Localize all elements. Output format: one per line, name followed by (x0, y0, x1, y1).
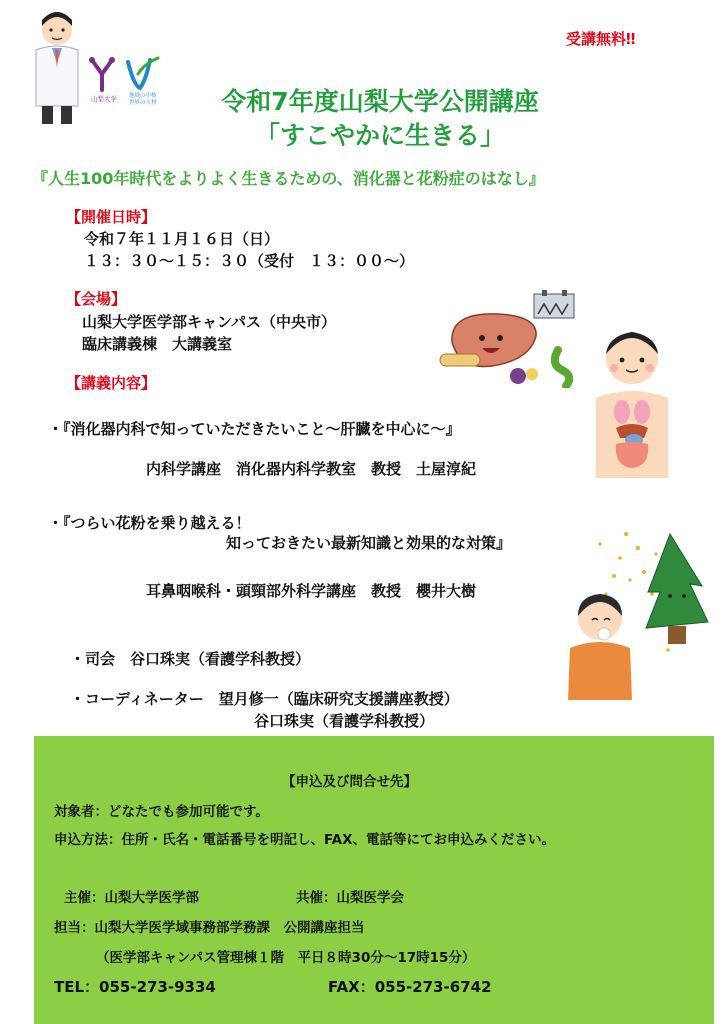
lecture-1-speaker: 内科学講座 消化器内科学教室 教授 土屋淳紀 (146, 460, 477, 478)
building-line: （医学部キャンパス管理棟１階 平日８時30分～17時15分） (96, 950, 476, 966)
date-line-1: 令和７年１１月１６日（日） (84, 230, 280, 248)
title-line-1: 令和7年度山梨大学公開講座 (221, 87, 539, 116)
coordinator-line-2: 谷口珠実（看護学科教授） (254, 712, 435, 730)
lecture-2-title-b: 知っておきたい最新知識と効果的な対策』 (226, 534, 512, 552)
method-line: 申込方法：住所・氏名・電話番号を明記し、FAX、電話等にてお申込みください。 (54, 832, 556, 848)
tel-line: TEL：055-273-9334 (54, 978, 216, 996)
free-admission-label: 受講無料‼ (566, 30, 636, 48)
date-header: 【開催日時】 (66, 208, 157, 226)
date-line-2: １３：３０～１５：３０（受付 １３：００～） (84, 252, 415, 270)
coordinator-line-1: ・コーディネーター 望月修一（臨床研究支援講座教授） (70, 690, 459, 708)
logo-tagline-1: 地域の中核 (129, 93, 157, 99)
contact-panel (34, 736, 714, 1024)
fax-line: FAX：055-273-6742 (328, 978, 492, 996)
mc-line: ・司会 谷口珠実（看護学科教授） (70, 650, 311, 668)
venue-header: 【会場】 (66, 290, 127, 308)
lecture-1-title: ・『消化器内科で知っていただきたいこと～肝臓を中心に～』 (48, 420, 461, 438)
pollen-allergy-illustration (560, 524, 710, 700)
person-line: 担当：山梨大学医学域事務部学務課 公開講座担当 (54, 920, 365, 936)
liver-digestion-illustration (438, 290, 584, 388)
lecture-2-speaker: 耳鼻咽喉科・頭頸部外科学講座 教授 櫻井大樹 (146, 582, 477, 600)
host-line: 主催：山梨大学医学部 (64, 890, 199, 906)
venue-line-1: 山梨大学医学部キャンパス（中央市） (82, 313, 336, 331)
logo-univ-text: 山梨大学 (91, 95, 117, 103)
lecture-2-title-a: ・『つらい花粉を乗り越える！ (48, 514, 251, 532)
body-organs-illustration (586, 328, 678, 478)
title-line-2: 「すこやかに生きる」 (254, 121, 505, 150)
subtitle: 『人生100年時代をよりよく生きるための、消化器と花粉症のはなし』 (32, 169, 545, 188)
venue-line-2: 臨床講義棟 大講義室 (82, 335, 233, 353)
logo-tagline-2: 世界の人材 (129, 100, 157, 106)
lecture-header: 【講義内容】 (66, 374, 157, 392)
contact-header: 【申込及び問合せ先】 (282, 774, 417, 790)
target-line: 対象者：どなたでも参加可能です。 (54, 804, 269, 820)
cohost-line: 共催：山梨医学会 (296, 890, 404, 906)
